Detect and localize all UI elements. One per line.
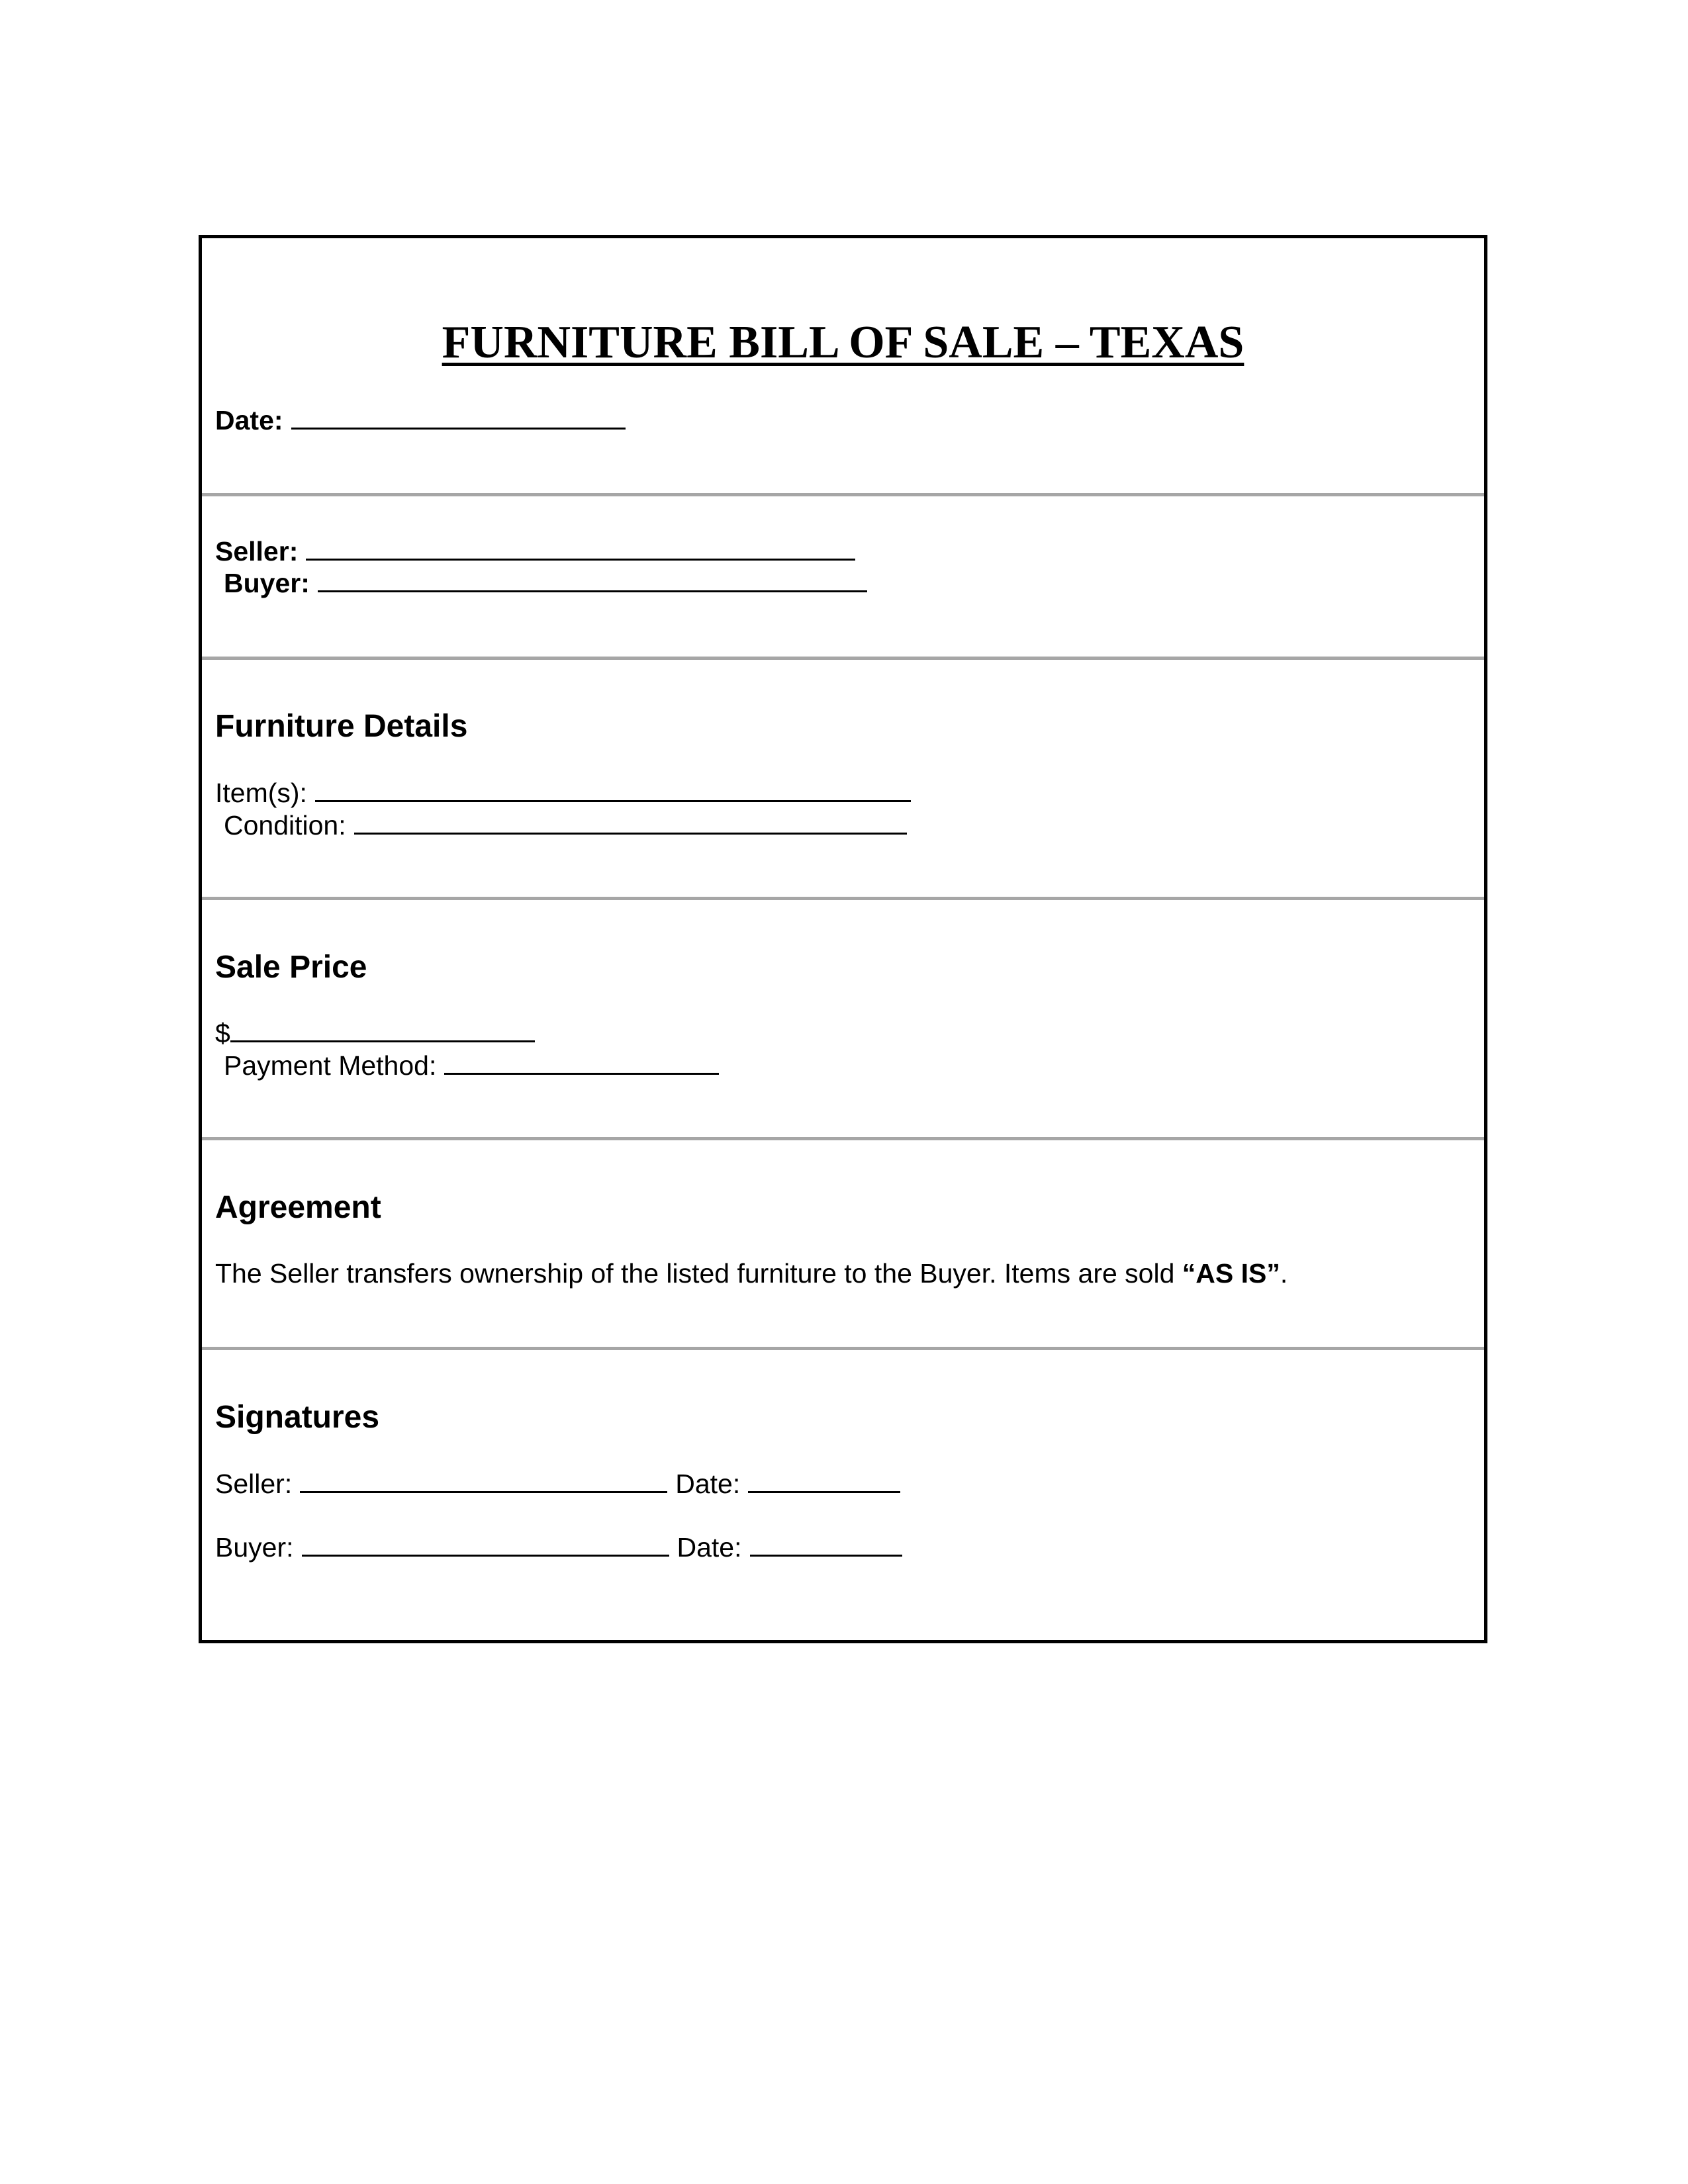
section-divider bbox=[202, 657, 1484, 660]
items-field[interactable] bbox=[315, 778, 911, 802]
seller-name-field[interactable] bbox=[306, 536, 855, 561]
date-row bbox=[215, 404, 626, 437]
price-row bbox=[215, 1017, 535, 1050]
section-divider bbox=[202, 493, 1484, 496]
seller-date-field[interactable] bbox=[748, 1469, 900, 1493]
buyer-name-field[interactable] bbox=[318, 568, 867, 592]
furniture-details-heading: Furniture Details bbox=[215, 709, 468, 744]
price-field[interactable] bbox=[230, 1018, 535, 1042]
seller-row bbox=[215, 535, 855, 568]
agreement-body: The Seller transfers ownership of the listed furniture to the Buyer. Items are sold bbox=[215, 1258, 1182, 1289]
buyer-signature-row bbox=[215, 1531, 902, 1564]
seller-label: Seller: bbox=[215, 536, 299, 567]
buyer-signature-field[interactable] bbox=[302, 1532, 669, 1557]
sale-price-heading: Sale Price bbox=[215, 950, 367, 985]
condition-field[interactable] bbox=[354, 810, 907, 835]
buyer-signature-label: Buyer: bbox=[215, 1532, 294, 1563]
seller-signature-row bbox=[215, 1467, 900, 1500]
condition-row bbox=[224, 809, 907, 842]
as-is-emphasis: “AS IS” bbox=[1182, 1258, 1280, 1289]
signatures-heading: Signatures bbox=[215, 1400, 380, 1435]
seller-signature-label: Seller: bbox=[215, 1469, 293, 1499]
date-field[interactable] bbox=[291, 405, 626, 430]
bill-of-sale-form bbox=[199, 235, 1487, 1643]
buyer-row bbox=[224, 567, 867, 600]
buyer-label: Buyer: bbox=[224, 568, 310, 598]
agreement-text bbox=[215, 1257, 1288, 1290]
section-divider bbox=[202, 1137, 1484, 1140]
condition-label: Condition: bbox=[224, 810, 346, 841]
date-label: Date: bbox=[215, 405, 283, 435]
payment-method-row bbox=[224, 1049, 719, 1082]
agreement-end: . bbox=[1280, 1258, 1288, 1289]
items-row bbox=[215, 776, 911, 809]
section-divider bbox=[202, 897, 1484, 900]
section-divider bbox=[202, 1347, 1484, 1350]
items-label: Item(s): bbox=[215, 778, 307, 808]
currency-symbol: $ bbox=[215, 1018, 230, 1048]
buyer-date-field[interactable] bbox=[750, 1532, 902, 1557]
buyer-date-label: Date: bbox=[677, 1532, 742, 1563]
document-title: FURNITURE BILL OF SALE – TEXAS bbox=[442, 317, 1244, 368]
seller-signature-field[interactable] bbox=[300, 1469, 667, 1493]
payment-method-label: Payment Method: bbox=[224, 1050, 437, 1081]
payment-method-field[interactable] bbox=[444, 1050, 719, 1075]
seller-date-label: Date: bbox=[675, 1469, 741, 1499]
agreement-heading: Agreement bbox=[215, 1190, 381, 1225]
